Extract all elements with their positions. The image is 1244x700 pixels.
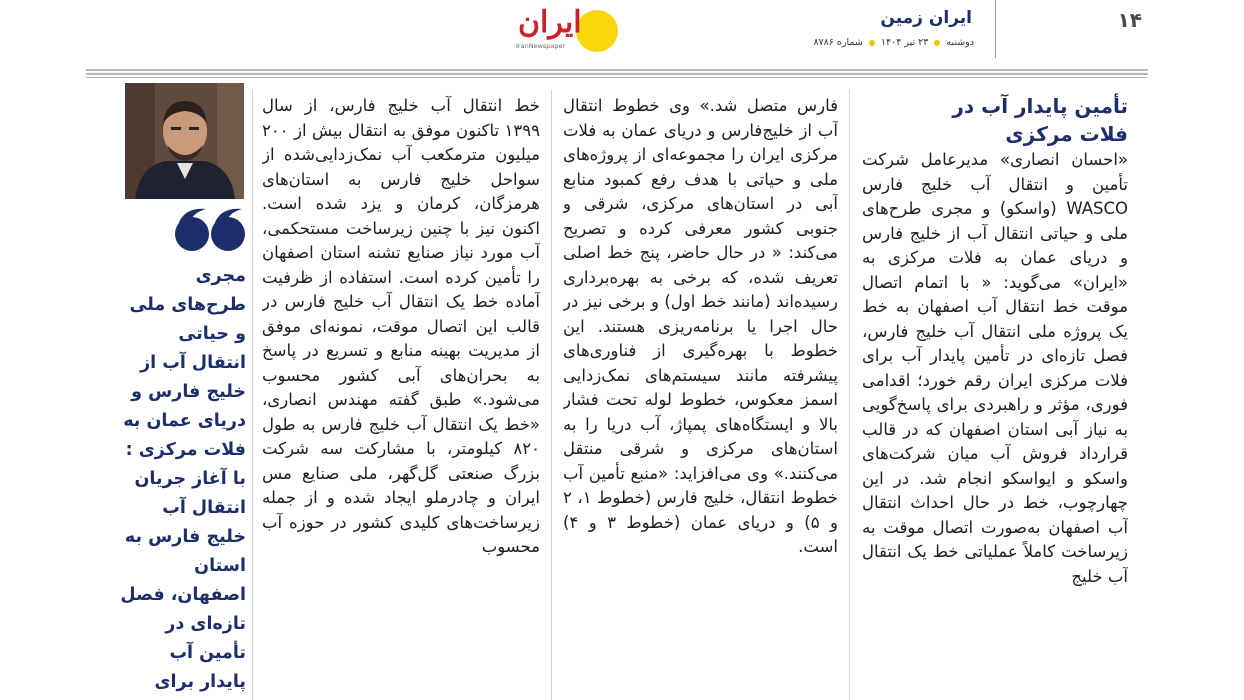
logo-subtitle: IranNewspaper (516, 42, 566, 50)
sun-icon (576, 10, 618, 52)
column-divider (551, 90, 552, 700)
pull-quote: مجری طرح‌های ملی و حیاتی انتقال آب از خلیج فارس و دریای عمان به فلات مرکزی : با آغاز جریان انتقال آب خلیج فارس به استان اصفهان، فصل تازه‌ای در تأمین آب پایدار برای (120, 266, 246, 692)
header-rule (86, 69, 1148, 71)
column-divider (252, 90, 253, 700)
logo-wordmark: ایران (518, 5, 582, 40)
article-column-3 (262, 94, 540, 700)
issue-number: شماره ۸۷۸۶ (813, 37, 863, 48)
page-number: ۱۴ (1117, 8, 1142, 32)
issue-info (813, 37, 974, 48)
issue-date: ۲۳ تیر ۱۴۰۴ (880, 37, 929, 48)
issue-day: دوشنبه (946, 37, 974, 48)
header-divider (995, 0, 996, 58)
dot-icon (869, 40, 875, 46)
column-text: خط انتقال آب خلیج فارس، از سال ۱۳۹۹ تاکنون موفق به انتقال بیش از ۲۰۰ میلیون مترمکعب آب نمک‌زدایی‌شده از سواحل خلیج فارس به استان‌های هرمزگان، کرمان و یزد شده است. اکنون نیز با چنین زیرساخت مستحکمی، آب مورد نیاز صنایع تشنه استان اصفهان را تأمین کرده است. استفاده از ظرفیت آماده خط یک انتقال آب خلیج فارس در قالب این اتصال موقت، نمونه‌ای موفق از مدیریت بهینه منابع و تسریع در پاسخ به بحران‌های آبی کشور محسوب می‌شود.» طبق گفته مهندس انصاری، «خط یک انتقال آب خلیج فارس به طول ۸۲۰ کیلومتر، با مشارکت سه شرکت بزرگ صنعتی گل‌گهر، ملی صنایع مس ایران و چادرملو ایجاد شده و از جمله زیرساخت‌های کلیدی کشور در حوزه آب محسوب (262, 96, 540, 556)
column-text: فارس متصل شد.» وی خطوط انتقال آب از خلیج‌فارس و دریای عمان به فلات مرکزی ایران را مجموعه‌ای از پروژه‌های ملی و حیاتی با هدف رفع کمبود منابع آبی در استان‌های مرکزی، شرقی و جنوبی کشور معرفی کرده و تصریح می‌کند: « در حال حاضر، پنج خط اصلی تعریف شده، که برخی به بهره‌برداری رسیده‌اند (مانند خط اول) و برخی نیز در حال اجرا یا برنامه‌ریزی هستند. این خطوط با بهره‌گیری از فناوری‌های پیشرفته مانند سیستم‌های نمک‌زدایی اسمز معکوس، خطوط لوله تحت فشار بالا و ایستگاه‌های پمپاژ، آب دریا را به استان‌های مرکزی و شرقی منتقل می‌کنند.» وی می‌افزاید: «منبع تأمین آب خطوط انتقال، خلیج فارس (خطوط ۱، ۲ و ۵) و دریای عمان (خطوط ۳ و ۴) است. (563, 96, 838, 556)
header-rule (86, 73, 1148, 75)
newspaper-logo (512, 6, 624, 54)
double-quote-mark-icon (170, 205, 250, 255)
article-column-2 (563, 94, 838, 700)
column-text: «احسان انصاری» مدیرعامل شرکت تأمین و انتقال آب خلیج فارس WASCO (واسکو) و مجری طرح‌های ملی و حیاتی انتقال آب از خلیج فارس و دریای عمان به فلات مرکزی به «ایران» می‌گوید: « با اتمام اتصال موقت خط انتقال آب اصفهان به خط یک پروژه ملی انتقال آب خلیج فارس، فصل تازه‌ای در تأمین پایدار آب برای فلات مرکزی ایران رقم خورد؛ اقدامی فوری، مؤثر و راهبردی برای پاسخ‌گویی به نیاز آبی استان اصفهان که در قالب قرارداد فروش آب میان شرکت‌های واسکو و ایواسکو انجام شد. در این چهارچوب، خط در حال احداث انتقال آب اصفهان به‌صورت اتصال موقت به زیرساخت کاملاً عملیاتی خط یک انتقال آب خلیج (862, 150, 1128, 586)
section-title: ایران زمین (880, 8, 972, 28)
portrait-illustration (125, 83, 244, 199)
dot-icon (934, 40, 940, 46)
article-column-1 (862, 148, 1128, 660)
author-portrait (125, 83, 244, 199)
header-rule (86, 77, 1148, 78)
column-divider (849, 90, 850, 700)
article-headline: تأمین پایدار آب در فلات مرکزی (952, 94, 1128, 146)
